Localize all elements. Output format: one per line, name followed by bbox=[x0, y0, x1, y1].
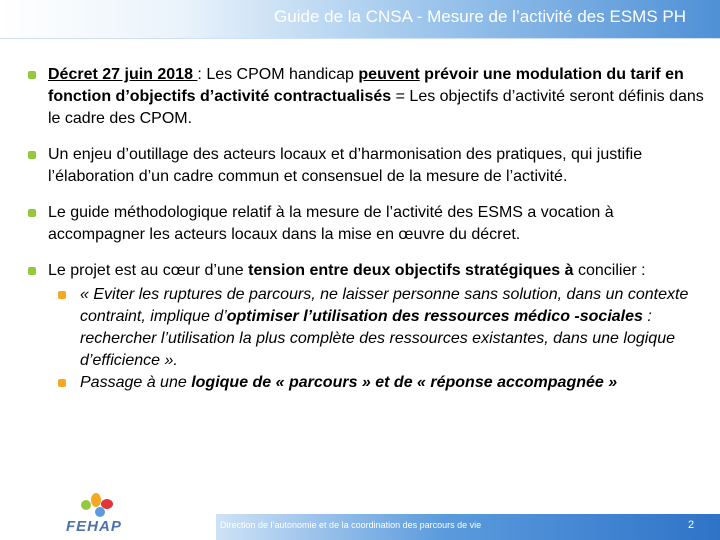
bullet-text: concilier : bbox=[573, 262, 646, 279]
bullet-marker bbox=[28, 209, 36, 217]
title-bar bbox=[0, 0, 720, 38]
sub-bullet-marker bbox=[58, 379, 66, 387]
sub-bullet-bold-text: logique de « parcours » et de « réponse accompagnée » bbox=[191, 374, 618, 391]
fehap-logo-text: FEHAP bbox=[66, 518, 122, 535]
sub-bullet-marker bbox=[58, 291, 66, 299]
sub-bullet-bold-text: optimiser l’utilisation des ressources médico -sociales bbox=[226, 308, 643, 325]
bullet-marker bbox=[28, 267, 36, 275]
bullet-text: Le guide méthodologique relatif à la mesure de l’activité des ESMS a vocation à accompagner les acteurs locaux dans la mise en œuvre du décret. bbox=[48, 204, 614, 243]
bullet-marker bbox=[28, 151, 36, 159]
bullet-guide bbox=[48, 202, 708, 246]
emphasis-peuvent: peuvent bbox=[358, 66, 420, 83]
slide-content bbox=[48, 64, 708, 394]
title-divider bbox=[0, 38, 720, 39]
footer-text: Direction de l’autonomie et de la coordination des parcours de vie bbox=[220, 520, 482, 530]
bullet-projet bbox=[48, 260, 708, 282]
slide-title: Guide de la CNSA - Mesure de l’activité des ESMS PH bbox=[274, 7, 686, 26]
sub-bullet-passage bbox=[80, 372, 708, 394]
bullet-bold-text: prévoir une modulation du tarif en fonction d’objectifs d’activité contractualisés bbox=[48, 66, 684, 105]
bullet-bold-text: tension entre deux objectifs stratégiques à bbox=[248, 262, 574, 279]
bullet-decret bbox=[48, 64, 708, 130]
bullet-enjeu bbox=[48, 144, 708, 188]
bullet-text: Un enjeu d’outillage des acteurs locaux et d’harmonisation des pratiques, qui justifie l’élaboration d’un cadre commun et consensuel de la mesure de l’activité. bbox=[48, 146, 643, 185]
sub-bullet-text: Passage à une bbox=[80, 374, 192, 391]
sub-bullet-text: : rechercher l’utilisation la plus complète des ressources existantes, dans une logique d’efficience ». bbox=[80, 308, 675, 369]
decret-reference: Décret 27 juin 2018 bbox=[48, 66, 198, 83]
bullet-text: = Les objectifs d’activité seront définis dans le cadre des CPOM. bbox=[48, 88, 704, 127]
bullet-text: : Les CPOM handicap bbox=[197, 66, 359, 83]
bullet-text: Le projet est au cœur d’une bbox=[48, 262, 249, 279]
sub-bullet-text: « Eviter les ruptures de parcours, ne laisser personne sans solution, dans un contexte contraint, implique d’ bbox=[80, 286, 689, 325]
page-number: 2 bbox=[688, 519, 695, 531]
bullet-marker bbox=[28, 71, 36, 79]
sub-bullet-eviter bbox=[80, 284, 708, 372]
